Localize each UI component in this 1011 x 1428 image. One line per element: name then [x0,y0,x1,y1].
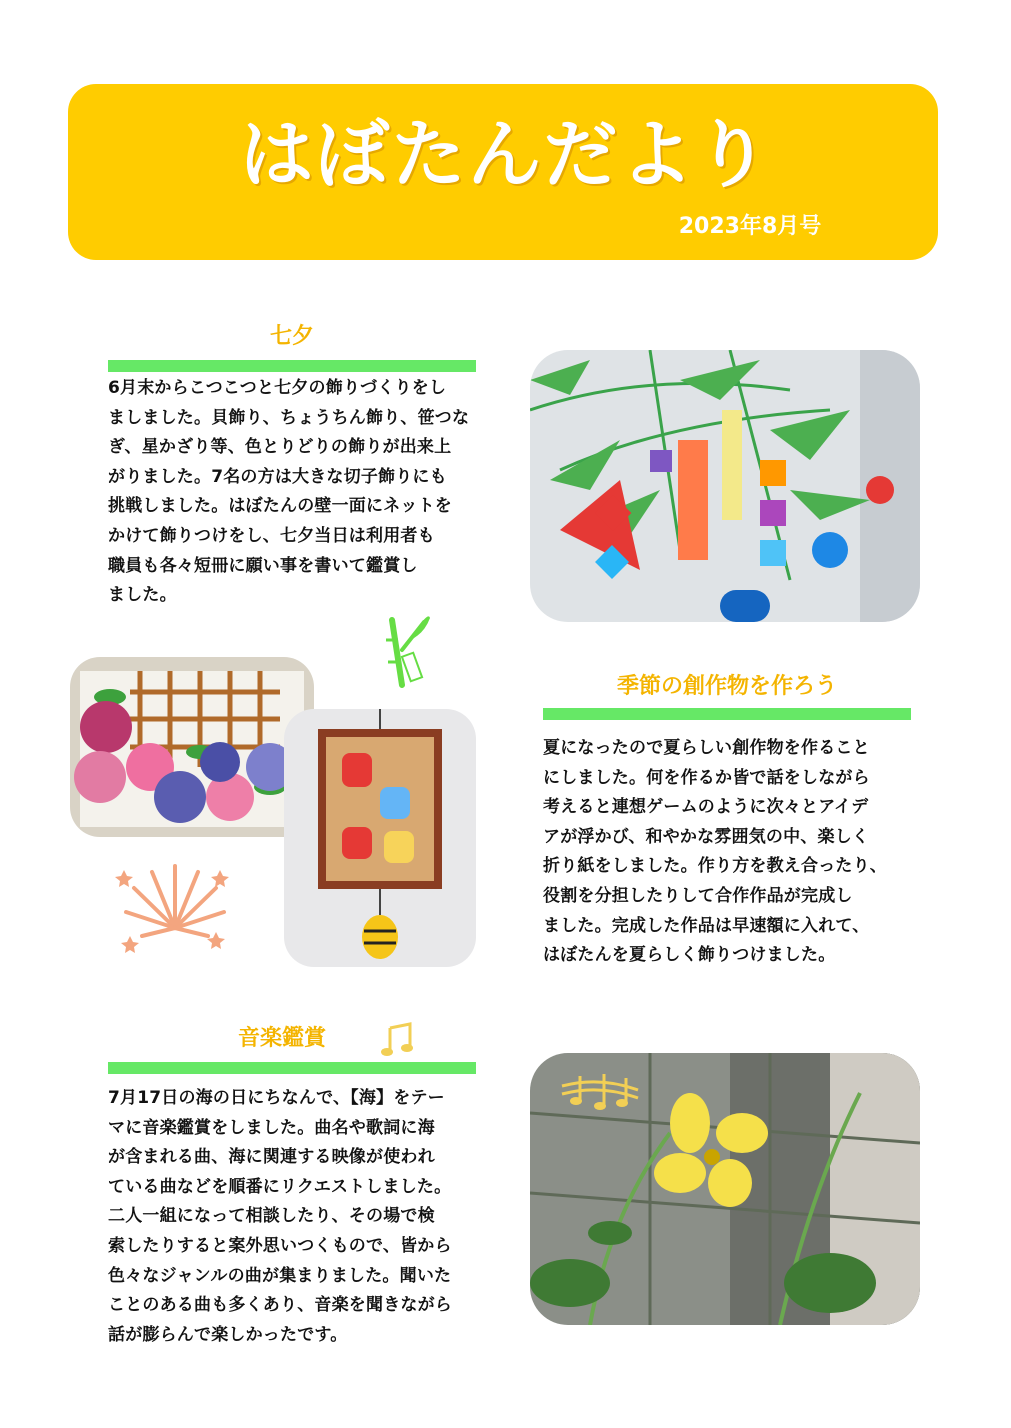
fireworks-icon [112,858,238,954]
issue-label: 2023年8月号 [678,214,822,239]
newsletter-title: はぼたんだより [239,112,772,198]
photo-morning-glory-origami [70,657,314,837]
section-body-tanabata: 6月末からこつこつと七夕の飾りづくりをし ましました。貝飾り、ちょうちん飾り、笹つな ぎ、星かざり等、色とりどりの飾りが出来上 がりました。7名の方は大きな切子飾りにも 挑戦しました。はぼたんの壁一面にネットを かけて飾りつけをし、七夕当日は利用者も 職員も各々短冊に願い事を書いて鑑賞し ました。 [108,378,470,606]
section-body-music: 7月17日の海の日にちなんで、【海】をテー マに音楽鑑賞をしました。曲名や歌詞に海 が含まれる曲、海に関連する映像が使われ ている曲などを順番にリクエストしました。 二人一組になって相談したり、その場で検 索したりすると案外思いつくもので、皆から 色々なジャンルの曲が集まりました。聞いた ことのある曲も多くあり、音楽を聞きながら 話が膨らんで楽しかったです。 [108,1088,452,1345]
section-title-seasonal-craft: 季節の創作物を作ろう [616,674,837,699]
music-notes-icon [560,1068,640,1116]
photo-framed-origami [284,709,476,967]
section-rule-seasonal-craft [543,708,911,720]
photo-tanabata-decorations [530,350,920,622]
music-note-icon [380,1022,416,1058]
section-rule-tanabata [108,360,476,372]
section-title-tanabata: 七夕 [269,324,314,349]
bamboo-tanzaku-icon [380,610,440,690]
section-title-music: 音楽鑑賞 [238,1026,327,1051]
section-body-seasonal-craft: 夏になったので夏らしい創作物を作ること にしました。何を作るか皆で話をしながら 考えると連想ゲームのように次々とアイデ アが浮かび、和やかな雰囲気の中、楽しく 折り紙をしました。作り方を教え合ったり、 役割を分担したりして合作作品が完成し ました。完成した作品は早速額に入れて、 はぼたんを夏らしく飾りつけました。 [543,738,887,966]
section-rule-music [108,1062,476,1074]
